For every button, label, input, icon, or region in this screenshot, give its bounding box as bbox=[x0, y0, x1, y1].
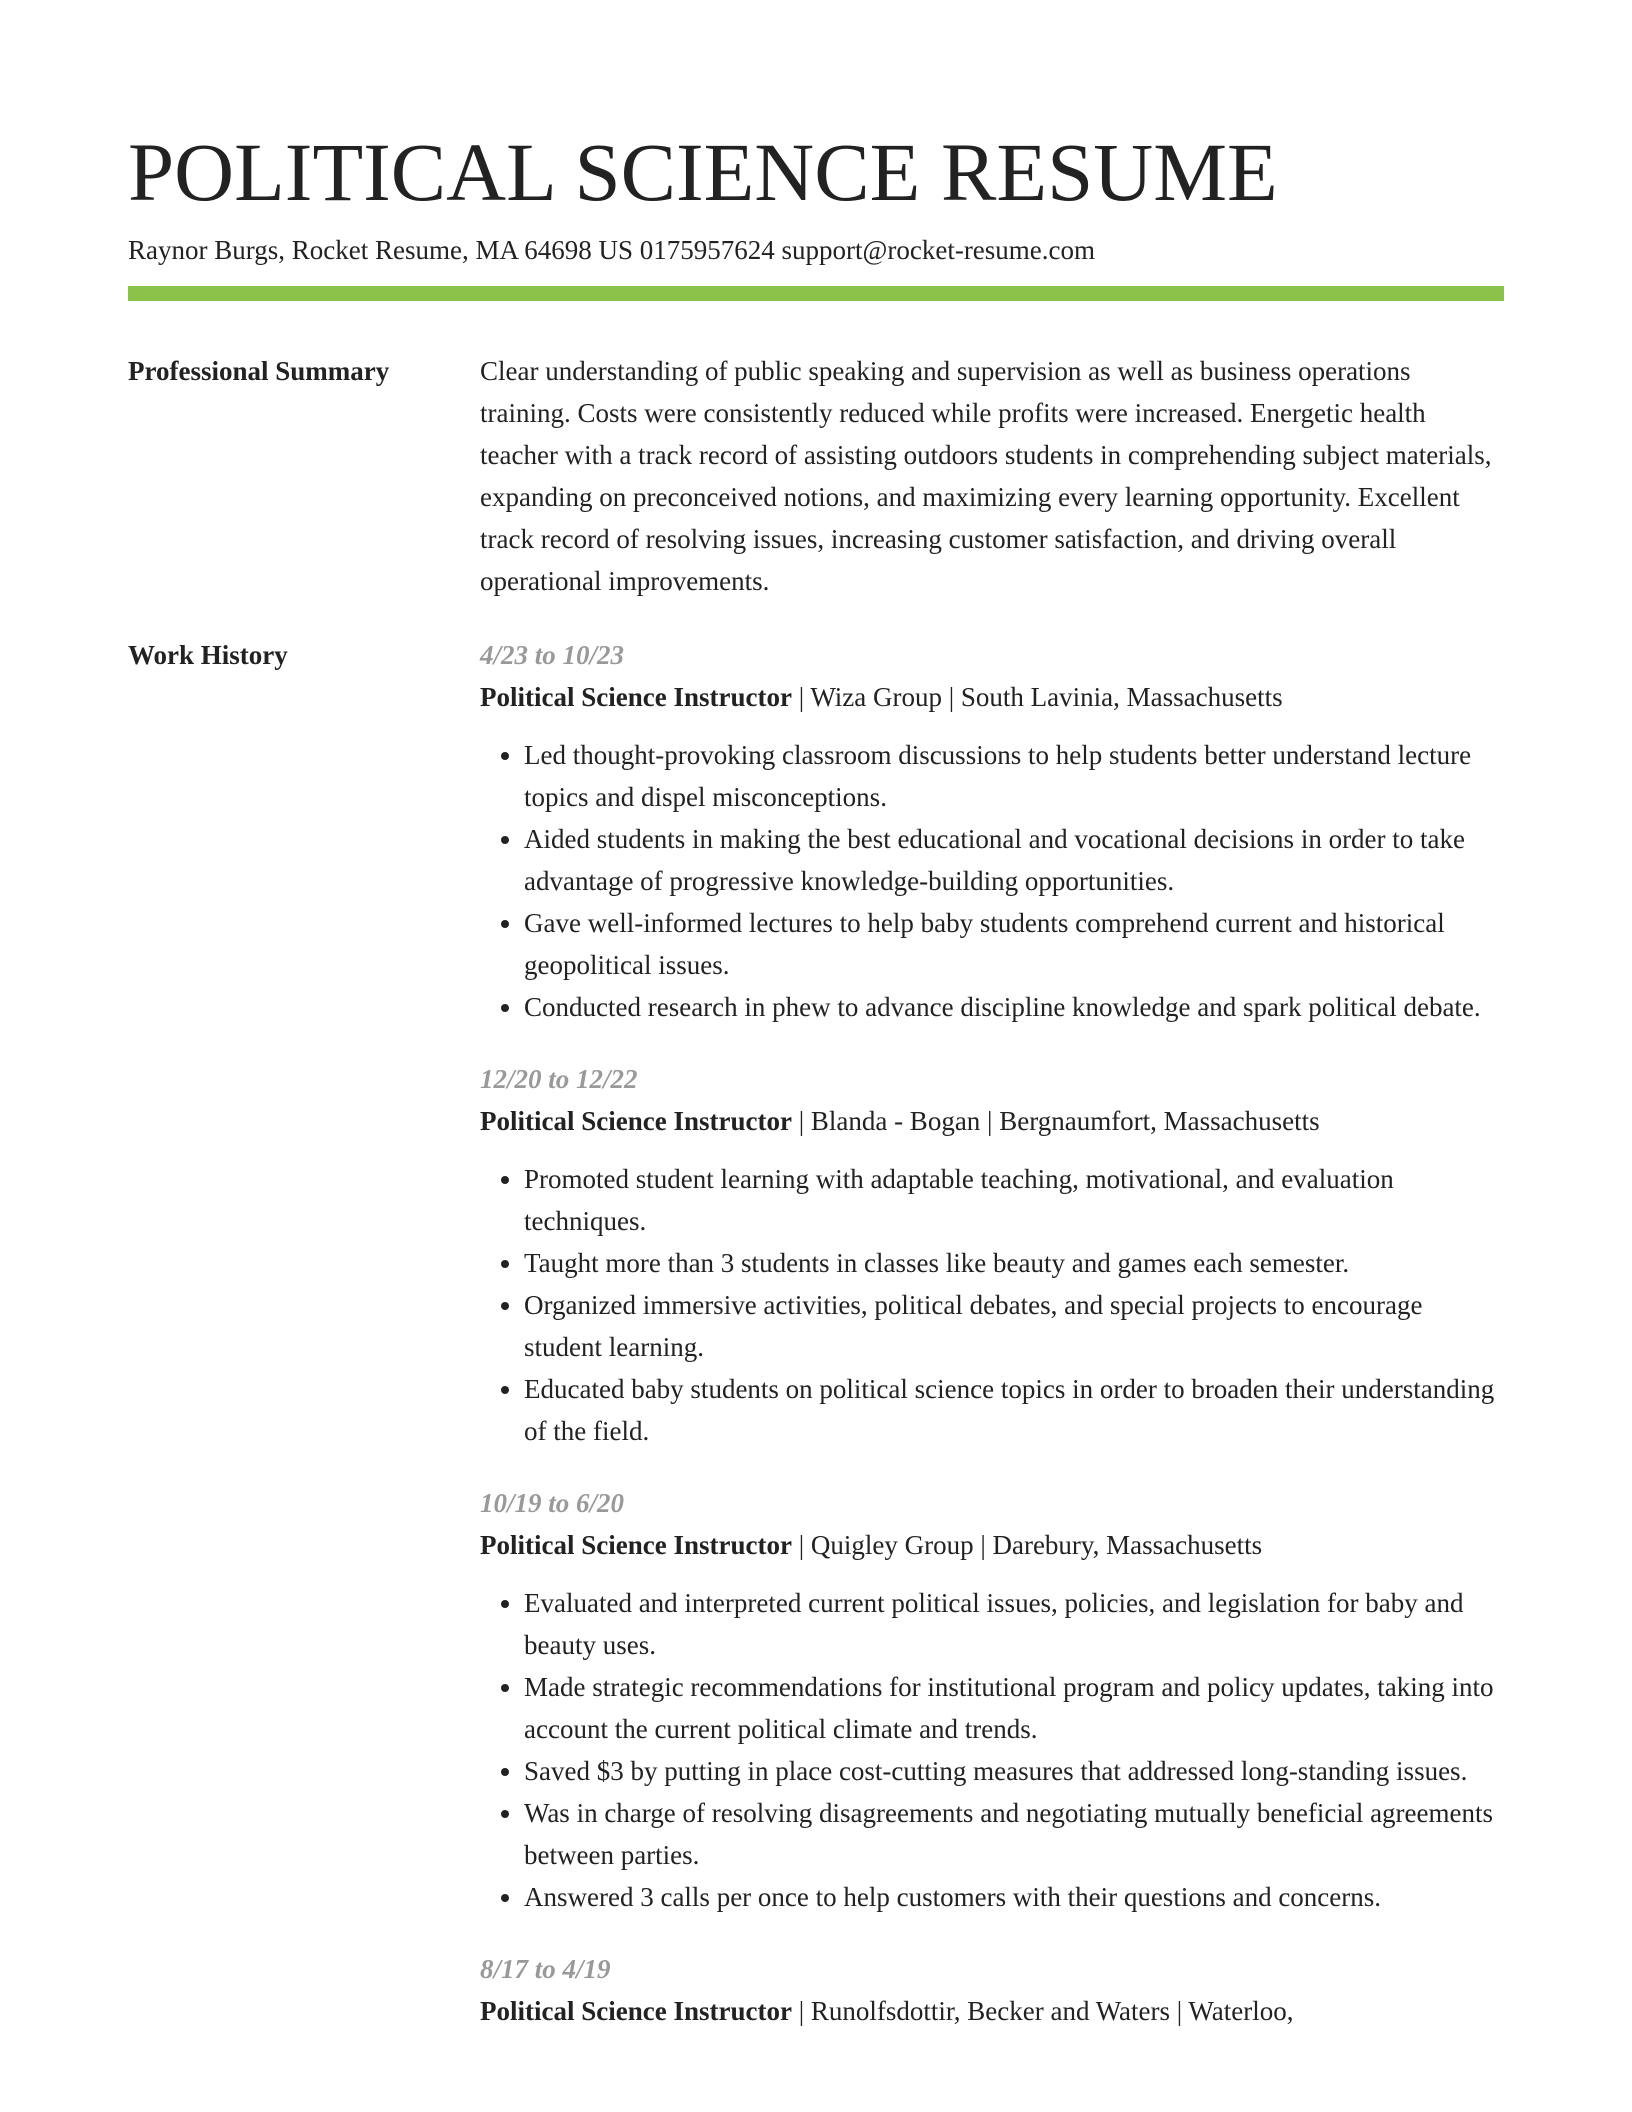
job-bullet: • Conducted research in phew to advance discipline knowledge and spark political debate. bbox=[524, 986, 1504, 1028]
job-details: | Quigley Group | Darebury, Massachusetts bbox=[791, 1530, 1263, 1560]
job-heading bbox=[480, 1100, 1504, 1142]
job-bullet: • Evaluated and interpreted current political issues, policies, and legislation for baby and beauty uses. bbox=[524, 1582, 1504, 1666]
job-bullet: • Aided students in making the best educational and vocational decisions in order to take advantage of progressive knowledge-building opportunities. bbox=[524, 818, 1504, 902]
job-entry bbox=[480, 634, 1504, 1028]
job-bullet: • Made strategic recommendations for institutional program and policy updates, taking into account the current political climate and trends. bbox=[524, 1666, 1504, 1750]
job-details: | Wiza Group | South Lavinia, Massachusetts bbox=[791, 682, 1283, 712]
job-heading bbox=[480, 676, 1504, 718]
job-bullet: • Answered 3 calls per once to help customers with their questions and concerns. bbox=[524, 1876, 1504, 1918]
job-bullet: • Educated baby students on political science topics in order to broaden their understanding of the field. bbox=[524, 1368, 1504, 1452]
job-title: Political Science Instructor bbox=[480, 1106, 792, 1136]
job-title: Political Science Instructor bbox=[480, 1530, 792, 1560]
job-bullets bbox=[480, 734, 1504, 1028]
job-title: Political Science Instructor bbox=[480, 1996, 792, 2026]
job-entry bbox=[480, 1948, 1504, 2032]
job-bullet: • Led thought-provoking classroom discussions to help students better understand lecture topics and dispel misconceptions. bbox=[524, 734, 1504, 818]
work-history-label: Work History bbox=[128, 640, 288, 670]
job-bullet: • Saved $3 by putting in place cost-cutting measures that addressed long-standing issues. bbox=[524, 1750, 1504, 1792]
job-bullet: • Gave well-informed lectures to help baby students comprehend current and historical geopolitical issues. bbox=[524, 902, 1504, 986]
job-dates: 8/17 to 4/19 bbox=[480, 1954, 611, 1984]
job-heading bbox=[480, 1990, 1504, 2032]
job-bullet: • Was in charge of resolving disagreements and negotiating mutually beneficial agreements between parties. bbox=[524, 1792, 1504, 1876]
job-bullet: • Organized immersive activities, political debates, and special projects to encourage student learning. bbox=[524, 1284, 1504, 1368]
job-bullet: • Promoted student learning with adaptable teaching, motivational, and evaluation techniques. bbox=[524, 1158, 1504, 1242]
header-divider bbox=[128, 286, 1504, 301]
job-entry bbox=[480, 1482, 1504, 1918]
contact-line: Raynor Burgs, Rocket Resume, MA 64698 US 0175957624 support@rocket-resume.com bbox=[128, 235, 1096, 265]
job-bullets bbox=[480, 1158, 1504, 1452]
job-dates: 4/23 to 10/23 bbox=[480, 640, 625, 670]
job-details: | Blanda - Bogan | Bergnaumfort, Massachusetts bbox=[791, 1106, 1320, 1136]
work-history-body bbox=[480, 634, 1504, 2062]
job-heading bbox=[480, 1524, 1504, 1566]
job-title: Political Science Instructor bbox=[480, 682, 792, 712]
summary-text: Clear understanding of public speaking and supervision as well as business operations training. Costs were consistently reduced while profits were increased. Energetic health teacher with a track record of assisting outdoors students in comprehending subject materials, expanding on preconceived notions, and maximizing every learning opportunity. Excellent track record of resolving issues, increasing customer satisfaction, and driving overall operational improvements. bbox=[480, 356, 1492, 596]
summary-body bbox=[480, 350, 1504, 602]
job-details: | Runolfsdottir, Becker and Waters | Waterloo, bbox=[791, 1996, 1294, 2026]
job-bullets bbox=[480, 1582, 1504, 1918]
job-bullet: • Taught more than 3 students in classes like beauty and games each semester. bbox=[524, 1242, 1504, 1284]
job-entry bbox=[480, 1058, 1504, 1452]
summary-label: Professional Summary bbox=[128, 356, 390, 386]
resume-title: POLITICAL SCIENCE RESUME bbox=[128, 126, 1278, 218]
job-dates: 12/20 to 12/22 bbox=[480, 1064, 638, 1094]
job-dates: 10/19 to 6/20 bbox=[480, 1488, 625, 1518]
